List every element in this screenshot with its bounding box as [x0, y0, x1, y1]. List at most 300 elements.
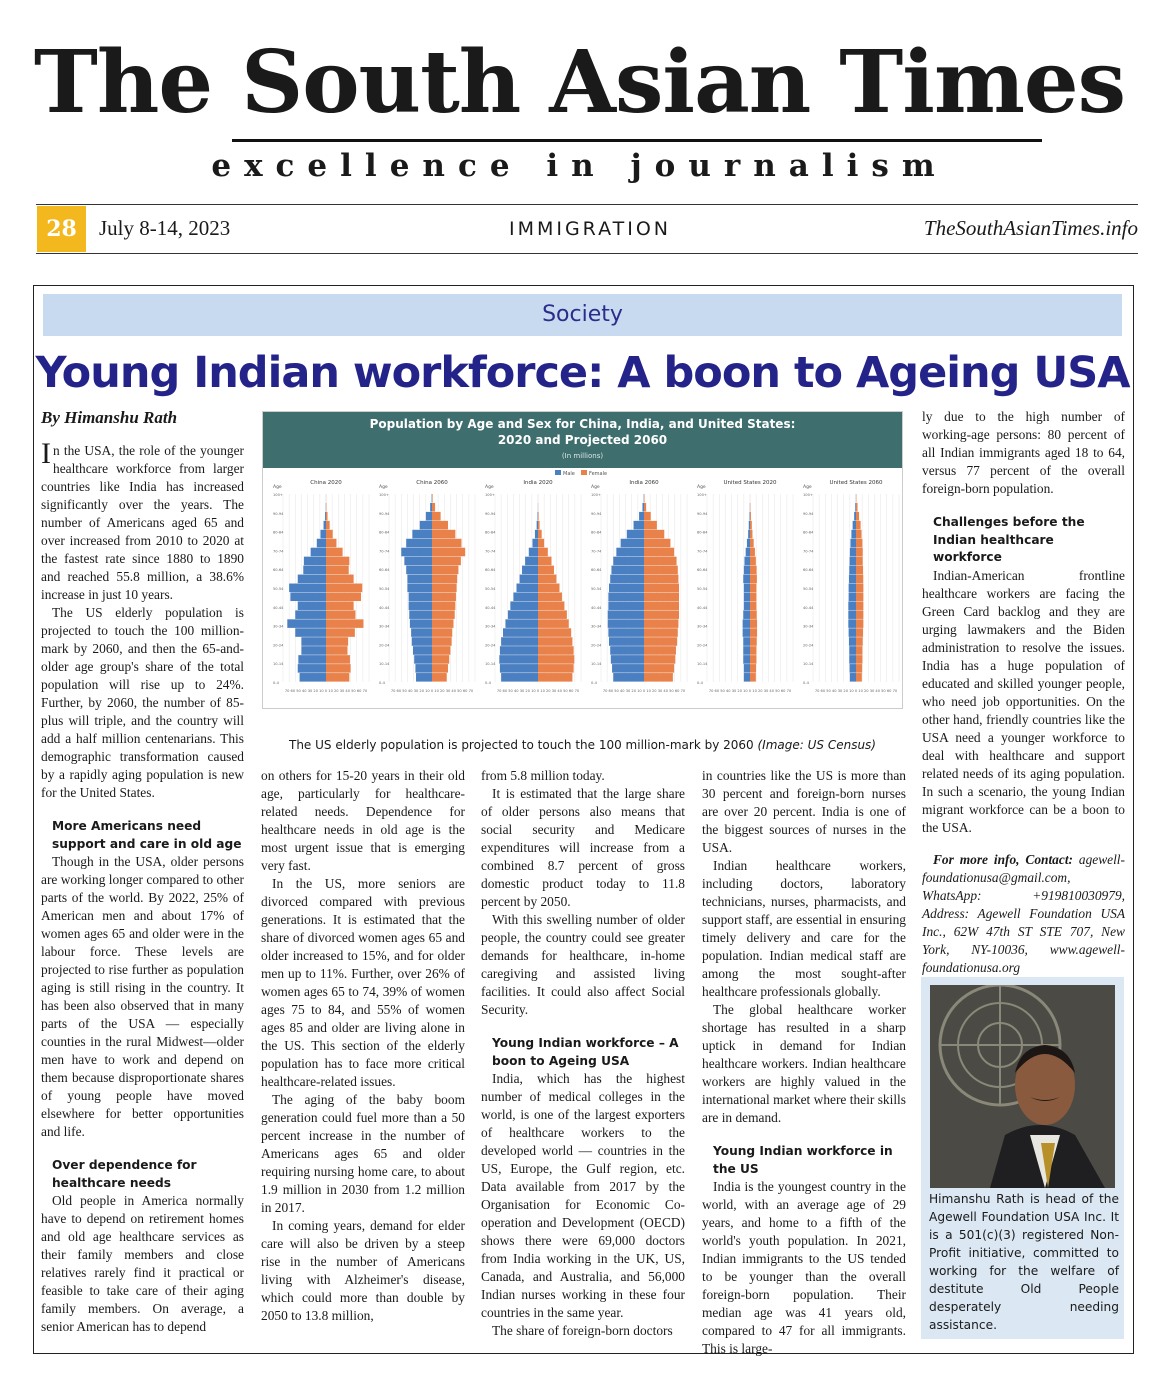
bar-male — [537, 521, 538, 530]
bar-male — [743, 646, 750, 655]
subheading: Challenges before the Indian healthcare workforce — [933, 515, 1085, 564]
bar-male — [610, 646, 644, 655]
bar-male — [743, 637, 750, 646]
bar-male — [415, 664, 432, 673]
age-label: 30-34 — [273, 624, 284, 629]
author-photo-box — [921, 977, 1124, 1339]
age-label: 40-44 — [485, 605, 496, 610]
bar-male — [853, 521, 856, 530]
bar-male — [295, 610, 326, 619]
bar-male — [848, 610, 856, 619]
bar-female — [750, 628, 757, 637]
bar-male — [401, 548, 432, 557]
bar-male — [412, 637, 432, 646]
age-label: 60-64 — [591, 568, 602, 573]
figure-title-line1: Population by Age and Sex for China, India, and United States: — [369, 417, 796, 431]
paragraph: Old people in America normally have to depend on retirement homes and old age healthcare services as their family members and close relatives rarely find it practical or feasible to take care of their aging family members. On average, a senior American has to depend — [41, 1193, 244, 1334]
age-label: 70-74 — [485, 549, 496, 554]
age-label: 20-24 — [803, 643, 814, 648]
bar-male — [743, 575, 750, 584]
bar-male — [412, 530, 432, 539]
bar-female — [750, 530, 752, 539]
column-5 — [922, 408, 1125, 977]
bar-male — [508, 610, 538, 619]
section-name: IMMIGRATION — [508, 218, 672, 240]
x-tick-labels: 70 60 50 40 30 20 10 0 10 20 30 40 50 60 70 — [814, 689, 898, 693]
contact-label: For more info, Contact: — [933, 851, 1073, 867]
bar-female — [750, 539, 754, 548]
y-axis-label: Age — [591, 485, 600, 490]
bar-male — [642, 503, 644, 512]
bar-male — [743, 610, 750, 619]
age-label: 100+ — [697, 493, 707, 497]
bar-female — [538, 566, 554, 575]
bar-male — [849, 584, 856, 593]
bar-female — [326, 584, 362, 593]
panel-title: United States 2060 — [829, 480, 883, 486]
bar-male — [744, 557, 750, 566]
bar-male — [851, 530, 856, 539]
bar-female — [432, 521, 448, 530]
age-label: 60-64 — [485, 568, 496, 573]
panel-title: United States 2020 — [723, 480, 777, 486]
bar-female — [432, 592, 456, 601]
bar-male — [855, 503, 856, 512]
bar-female — [750, 610, 757, 619]
bar-female — [432, 530, 455, 539]
y-axis-label: Age — [803, 485, 812, 490]
bar-male — [324, 521, 326, 530]
bar-female — [326, 655, 350, 664]
contact-details[interactable]: agewell-foundationusa@gmail.com, WhatsApp: +919810030979, Address: Agewell Foundation USA Inc., 62W 47th ST STE 707, New York, NY-10036, www.agewell-foundationusa.org — [922, 851, 1125, 975]
bar-female — [750, 655, 756, 664]
bar-female — [644, 619, 678, 628]
bar-male — [849, 566, 856, 575]
subheading: Young Indian workforce in the US — [713, 1144, 893, 1176]
bar-male — [743, 628, 750, 637]
bar-female — [432, 575, 457, 584]
x-tick-labels: 70 60 50 40 30 20 10 0 10 20 30 40 50 60 70 — [496, 689, 580, 693]
bar-male — [608, 619, 644, 628]
bar-male — [500, 646, 538, 655]
age-label: 50-54 — [803, 587, 814, 591]
bar-female — [538, 592, 562, 601]
bar-female — [644, 637, 677, 646]
bar-male — [499, 655, 538, 664]
age-label: 10-14 — [591, 662, 602, 667]
header-bottom-rule — [36, 253, 1138, 254]
age-label: 40-44 — [273, 605, 284, 610]
bar-female — [326, 512, 328, 521]
paragraph: Indian-American frontline healthcare workers are facing the Green Card backlog and they are urging lawmakers and the Biden administration to resolve the issues. India has a huge population of educated and skilled younger people, who need job opportunities. On the other hand, friendly countries like the USA need a younger workforce to deal with healthcare and support related needs of its aging population. In such a scenario, the young Indian migrant workforce can be a boon to the USA. — [922, 567, 1125, 835]
bar-female — [326, 539, 336, 548]
bar-female — [432, 512, 441, 521]
bar-female — [538, 539, 544, 548]
bar-male — [407, 584, 432, 593]
panel-title: India 2020 — [523, 480, 553, 486]
bar-female — [432, 557, 461, 566]
age-label: 90-94 — [485, 511, 496, 516]
bar-male — [311, 548, 326, 557]
masthead-rule — [232, 139, 1042, 142]
bar-male — [743, 655, 750, 664]
bar-female — [750, 557, 756, 566]
masthead-title: The South Asian Times — [33, 32, 1126, 133]
paragraph: India is the youngest country in the world, with an average age of 29 years, and home to a fifth of the world's youth population. In 2021, Indian immigrants to the US tended to be younger than the overall foreign-born population. Their median age was 41 years old, compared to 47 for all immigrants. This is large- — [702, 1179, 906, 1356]
y-axis-label: Age — [697, 485, 706, 490]
bar-male — [612, 664, 644, 673]
age-label: 30-34 — [697, 624, 708, 629]
pyramid-chart — [263, 468, 902, 708]
age-label: 20-24 — [273, 643, 284, 648]
bar-female — [750, 601, 756, 610]
bar-male — [409, 610, 432, 619]
bar-female — [326, 566, 349, 575]
paragraph — [41, 437, 244, 604]
bar-male — [289, 584, 326, 593]
bar-female — [644, 655, 675, 664]
category-banner: Society — [43, 294, 1122, 336]
bar-female — [644, 512, 651, 521]
paragraph: The share of foreign-born doctors — [492, 1323, 673, 1338]
bar-female — [326, 628, 355, 637]
bar-female — [750, 548, 755, 557]
panel-title: India 2060 — [629, 480, 659, 486]
bar-male — [295, 628, 326, 637]
bar-male — [848, 601, 856, 610]
bar-male — [303, 566, 326, 575]
panel-title: China 2060 — [416, 480, 448, 486]
age-label: 40-44 — [591, 605, 602, 610]
bar-female — [432, 566, 458, 575]
age-label: 80-84 — [485, 530, 496, 535]
bar-male — [426, 512, 432, 521]
bar-female — [856, 521, 861, 530]
bar-female — [644, 530, 664, 539]
y-axis-label: Age — [379, 485, 388, 490]
bar-female — [432, 646, 450, 655]
paragraph: With this swelling number of older people, the country could see greater demands for healthcare, in-home caregiving and assisted living facilities. It could also affect Social Security. — [481, 912, 685, 1017]
figure-header — [263, 412, 902, 468]
bar-female — [538, 664, 574, 673]
bar-female — [856, 548, 863, 557]
age-label: 100+ — [273, 493, 283, 497]
bar-male — [744, 673, 750, 682]
photo-caption: Himanshu Rath is head of the Agewell Foundation USA Inc. It is a 501(c)(3) registered Non-Profit initiative, committed to working for the welfare of destitute Old People desperately needing assistance. — [929, 1192, 1119, 1332]
bar-female — [538, 628, 571, 637]
bar-male — [744, 664, 750, 673]
bar-female — [856, 566, 863, 575]
y-axis-label: Age — [485, 485, 494, 490]
bar-male — [744, 584, 750, 593]
age-label: 100+ — [379, 493, 389, 497]
paragraph: on others for 15-20 years in their old age, particularly for healthcare-related needs. Dependence for healthcare needs in old age is the most urgent issue that is emerging very fast. — [261, 768, 465, 873]
bar-male — [850, 673, 856, 682]
x-tick-labels: 70 60 50 40 30 20 10 0 10 20 30 40 50 60 70 — [708, 689, 792, 693]
age-label: 10-14 — [379, 662, 390, 667]
paragraph: In the US, more seniors are divorced compared with previous generations. It is estimated that the share of divorced women ages 65 and older increased to 15%, and for older men up to 11%. Further, over 26% of women ages 65 to 74, 39% of women ages 75 to 84, and 55% of women ages 85 and older are living alone in the US. This section of the elderly population has to face more critical healthcare-related issues. — [261, 876, 465, 1089]
age-label: 70-74 — [803, 549, 814, 554]
age-label: 90-94 — [697, 511, 708, 516]
bar-male — [613, 557, 644, 566]
bar-female — [644, 610, 679, 619]
age-label: 80-84 — [273, 530, 284, 535]
bar-male — [416, 673, 432, 682]
age-label: 0-4 — [273, 681, 279, 685]
bar-male — [406, 566, 432, 575]
population-pyramid-figure — [262, 411, 903, 709]
bar-female — [432, 584, 457, 593]
subheading: Young Indian workforce – A boon to Ageing USA — [492, 1036, 679, 1068]
bar-male — [608, 628, 644, 637]
bar-female — [856, 530, 862, 539]
age-label: 50-54 — [273, 587, 284, 591]
age-label: 100+ — [591, 493, 601, 497]
bar-female — [326, 601, 354, 610]
bar-male — [501, 637, 538, 646]
bar-female — [326, 673, 349, 682]
bar-female — [856, 655, 862, 664]
bar-male — [532, 539, 538, 548]
bar-female — [750, 646, 756, 655]
x-tick-labels: 70 60 50 40 30 20 10 0 10 20 30 40 50 60 70 — [284, 689, 368, 693]
bar-female — [432, 539, 461, 548]
age-label: 90-94 — [379, 511, 390, 516]
age-label: 10-14 — [273, 662, 284, 667]
bar-male — [298, 664, 326, 673]
age-label: 20-24 — [697, 643, 708, 648]
bar-male — [744, 601, 750, 610]
bar-male — [850, 664, 856, 673]
age-label: 10-14 — [697, 662, 708, 667]
panel-title: China 2020 — [310, 480, 342, 486]
bar-female — [538, 637, 572, 646]
age-label: 40-44 — [379, 605, 390, 610]
age-label: 0-4 — [697, 681, 703, 685]
bar-male — [608, 601, 644, 610]
bar-female — [644, 521, 657, 530]
age-label: 0-4 — [379, 681, 385, 685]
header-top-rule — [36, 204, 1138, 205]
bar-male — [317, 539, 326, 548]
bar-male — [850, 548, 856, 557]
bar-male — [613, 673, 644, 682]
paragraph: ly due to the high number of working-age persons: 80 percent of all Indian immigrants aged 18 to 64, versus 77 percent of the overall foreign-born population. — [922, 409, 1125, 496]
age-label: 50-54 — [379, 587, 390, 591]
bar-male — [749, 521, 750, 530]
paragraph-text: n the USA, the role of the younger healthcare workforce from larger countries like India has increased significantly over the years. The number of Americans aged 65 and over increased from 2010 to 2020 at the fastest rate since 1880 to 1890 and reached 55.8 million, a 38.6% increase in just 10 years. — [41, 443, 244, 602]
bar-female — [856, 619, 863, 628]
bar-female — [326, 646, 348, 655]
bar-female — [538, 512, 539, 521]
bar-male — [746, 548, 750, 557]
bar-male — [501, 673, 538, 682]
bar-female — [538, 575, 556, 584]
author-photo — [930, 985, 1115, 1188]
bar-female — [856, 584, 863, 593]
subheading: Over dependence for healthcare needs — [52, 1158, 197, 1190]
bar-male — [611, 566, 644, 575]
age-label: 0-4 — [485, 681, 491, 685]
issue-date: July 8-14, 2023 — [99, 216, 231, 240]
y-axis-label: Age — [273, 485, 282, 490]
age-label: 100+ — [485, 493, 495, 497]
bar-male — [430, 503, 432, 512]
column-4 — [702, 767, 906, 1358]
author-portrait-image — [930, 985, 1115, 1188]
bar-female — [432, 619, 454, 628]
figure-caption — [262, 738, 903, 752]
bar-male — [411, 628, 432, 637]
bar-female — [644, 539, 670, 548]
bar-male — [287, 619, 326, 628]
bar-male — [609, 584, 644, 593]
bar-female — [326, 619, 363, 628]
bar-female — [432, 673, 447, 682]
bar-male — [522, 566, 538, 575]
bar-male — [500, 664, 538, 673]
age-label: 70-74 — [273, 549, 284, 554]
bar-female — [326, 592, 361, 601]
bar-male — [608, 592, 644, 601]
bar-male — [854, 512, 856, 521]
contact-info — [922, 851, 1125, 977]
bar-male — [627, 530, 644, 539]
age-label: 20-24 — [485, 643, 496, 648]
bar-female — [432, 494, 433, 503]
bar-female — [750, 637, 757, 646]
legend-label-female: Female — [589, 471, 608, 477]
bar-male — [849, 575, 856, 584]
age-label: 80-84 — [803, 530, 814, 535]
drop-cap: I — [41, 437, 51, 470]
age-label: 90-94 — [591, 511, 602, 516]
bar-male — [510, 601, 538, 610]
bar-female — [432, 503, 435, 512]
website-link[interactable]: TheSouthAsianTimes.info — [923, 216, 1138, 240]
bar-female — [644, 557, 677, 566]
bar-male — [414, 655, 432, 664]
page-number: 28 — [37, 206, 86, 252]
bar-male — [850, 557, 856, 566]
bar-male — [849, 655, 856, 664]
paragraph: In coming years, demand for elder care will also be driven by a steep rise in the number of Americans living with Alzheimer's disease, which could more than double by 2050 to 13.8 million, — [261, 1218, 465, 1323]
bar-female — [538, 584, 560, 593]
bar-female — [644, 646, 676, 655]
bar-female — [856, 575, 863, 584]
bar-female — [538, 530, 542, 539]
age-label: 0-4 — [803, 681, 809, 685]
bar-male — [609, 637, 644, 646]
bar-male — [747, 539, 750, 548]
age-label: 80-84 — [697, 530, 708, 535]
bar-female — [326, 610, 355, 619]
bar-male — [420, 521, 432, 530]
age-label: 80-84 — [591, 530, 602, 535]
age-label: 90-94 — [803, 511, 814, 516]
column-3 — [481, 767, 685, 1340]
age-label: 90-94 — [273, 511, 284, 516]
bar-male — [407, 575, 432, 584]
masthead-tagline: excellence in journalism — [211, 148, 948, 184]
bar-male — [525, 557, 538, 566]
bar-male — [503, 628, 538, 637]
bar-female — [856, 557, 863, 566]
caption-text: The US elderly population is projected to touch the 100 million-mark by 2060 — [289, 738, 754, 752]
age-label: 0-4 — [591, 681, 597, 685]
x-tick-labels: 70 60 50 40 30 20 10 0 10 20 30 40 50 60 70 — [602, 689, 686, 693]
legend-swatch-female — [581, 470, 587, 475]
bar-male — [849, 628, 856, 637]
figure-unit: (In millions) — [561, 452, 604, 460]
age-label: 50-54 — [591, 587, 602, 591]
bar-female — [856, 503, 858, 512]
age-label: 60-64 — [803, 568, 814, 573]
bar-female — [538, 619, 569, 628]
age-label: 50-54 — [697, 587, 708, 591]
bar-female — [326, 530, 333, 539]
column-2 — [261, 767, 465, 1325]
bar-male — [748, 530, 750, 539]
bar-female — [750, 512, 751, 521]
age-label: 30-34 — [379, 624, 390, 629]
bar-female — [326, 521, 330, 530]
bar-female — [432, 637, 452, 646]
bar-female — [326, 637, 348, 646]
bar-female — [326, 557, 349, 566]
bar-male — [639, 512, 644, 521]
bar-male — [743, 619, 750, 628]
bar-male — [404, 557, 432, 566]
byline: By Himanshu Rath — [41, 408, 178, 427]
bar-male — [410, 619, 432, 628]
bar-male — [301, 637, 326, 646]
age-label: 70-74 — [591, 549, 602, 554]
age-label: 60-64 — [697, 568, 708, 573]
age-label: 30-34 — [803, 624, 814, 629]
bar-male — [520, 575, 538, 584]
x-tick-labels: 70 60 50 40 30 20 10 0 10 20 30 40 50 60 70 — [390, 689, 474, 693]
bar-male — [849, 592, 856, 601]
bar-female — [750, 664, 756, 673]
bar-male — [413, 646, 432, 655]
paragraph: The aging of the baby boom generation could fuel more than a 50 percent increase in the number of Americans ages 65 and older requiring nursing home care, to about 1.9 million in 2030 from 1.2 million in 2017. — [261, 1092, 465, 1215]
bar-female — [538, 521, 540, 530]
bar-female — [750, 575, 757, 584]
age-label: 20-24 — [379, 643, 390, 648]
bar-female — [538, 601, 564, 610]
bar-male — [298, 655, 326, 664]
age-label: 100+ — [803, 493, 813, 497]
paragraph: from 5.8 million today. — [481, 768, 605, 783]
bar-female — [432, 655, 449, 664]
bar-female — [432, 664, 448, 673]
bar-female — [538, 548, 548, 557]
bar-male — [849, 646, 856, 655]
age-label: 40-44 — [803, 605, 814, 610]
bar-female — [856, 610, 863, 619]
bar-female — [750, 673, 756, 682]
bar-male — [409, 592, 432, 601]
bar-female — [644, 584, 679, 593]
bar-male — [325, 512, 326, 521]
legend-label-male: Male — [563, 471, 575, 477]
bar-female — [750, 566, 757, 575]
bar-male — [300, 673, 326, 682]
bar-male — [616, 548, 644, 557]
bar-male — [744, 566, 750, 575]
paragraph: Indian healthcare workers, including doctors, laboratory technicians, nurses, pharmacists, and support staff, are essential in ensuring timely delivery and care for the population. Indian medical staff are among the most sought-after healthcare professionals globally. — [702, 858, 906, 999]
